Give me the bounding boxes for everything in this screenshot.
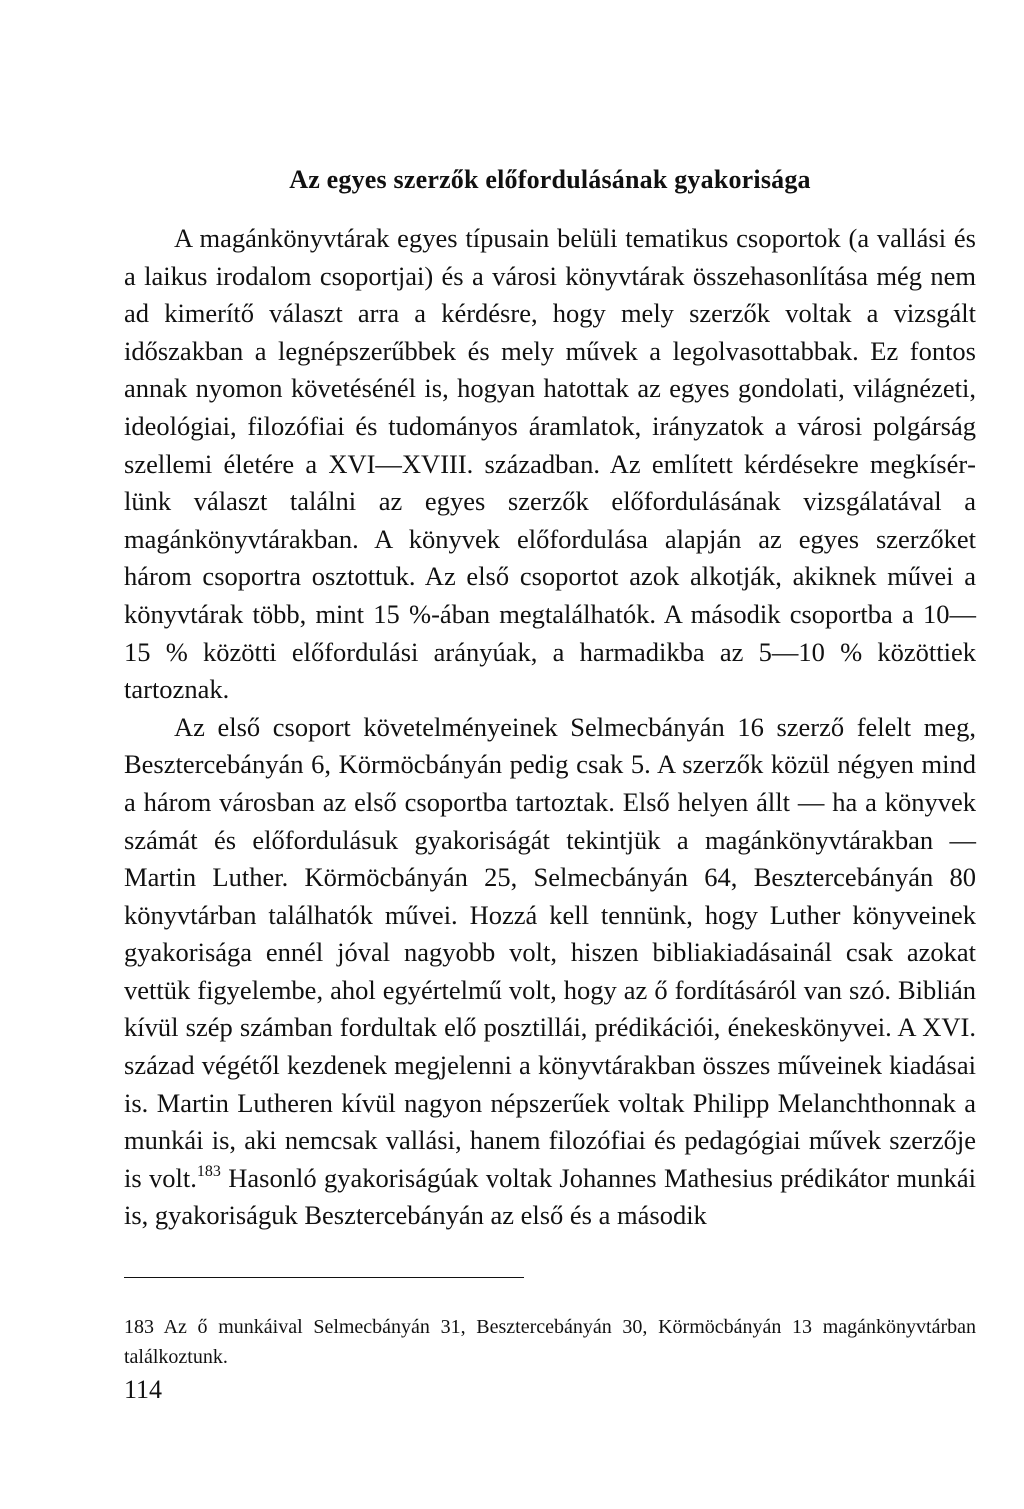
footnote-183: 183 Az ő munkáival Selmecbányán 31, Besztercebányán 30, Körmöcbányán 13 magánkönyvtárban találkoztunk. (124, 1316, 976, 1369)
paragraph-2-continuation: Hasonló gyakoriságúak voltak Johannes Mathesius prédikátor munkái is, gyakoriságuk Besztercebányán az első és a második (124, 1162, 976, 1231)
section-heading: Az egyes szerzők előfordulásának gyakorisága (289, 165, 811, 194)
paragraph-2-text: Az első csoport követelményeinek Selmecbányán 16 szerző felelt meg, Besztercebányán 6, Körmöcbányán pedig csak 5. A szerzők közül négyen mind a három városban az első csoportba tartoztak. Első helyen állt — ha a könyvek számát és előfordulásuk gyakoriságát tekintjük a magánkönyvtárakban — Martin Luther. Körmöcbányán 25, Selmecbányán 64, Besztercebányán 80 könyvtárban találhatók művei. Hozzá kell tennünk, hogy Luther könyveinek gyakorisága ennél jóval nagyobb volt, hiszen bibliakiadásainál csak azokat vettük figyelembe, ahol egyértelmű volt, hogy az ő fordításáról van szó. Biblián kívül szép számban fordultak elő posztillái, prédikációi, énekeskönyvei. A XVI. század végétől kezdenek megjelenni a könyvtárakban összes műveinek kiadásai is. Martin Lutheren kívül nagyon népszerűek voltak Philipp Melanchthonnak a munkái is, aki nemcsak vallási, hanem filozófiai és pedagógiai művek szerzője is volt. (124, 711, 976, 1193)
paragraph-2 (124, 709, 976, 1235)
paragraph-1: A magánkönyvtárak egyes típusain belüli tematikus csoportok (a vallási és a laikus irodalom csoportjai) és a városi könyvtárak összehasonlítása még nem ad kimerítő választ arra a kérdésre, hogy mely szerzők voltak a vizsgált időszakban a legnépszerűbbek és mely művek a legolvasottabbak. Ez fontos annak nyomon követésénél is, hogyan hatottak az egyes gondolati, világnézeti, ideológiai, filozófiai és tudományos áramlatok, irányzatok a városi polgárság szellemi életére a XVI—XVIII. században. Az említett kérdésekre megkísérlünk választ találni az egyes szerzők előfordulásának vizsgálatával a magánkönyvtárakban. A könyvek előfordulása alapján az egyes szerzőket három csoportra osztottuk. Az első csoportot azok alkotják, akiknek művei a könyvtárak több, mint 15 %-ában megtalálhatók. A második csoportba a 10—15 % közötti előfordulási arányúak, a harmadikba az 5—10 % közöttiek tartoznak. (124, 223, 976, 705)
page-number: 114 (124, 1375, 163, 1404)
footnote-reference[interactable]: 183 (196, 1162, 221, 1180)
page-body (124, 160, 976, 1372)
footnote-divider (124, 1277, 524, 1278)
